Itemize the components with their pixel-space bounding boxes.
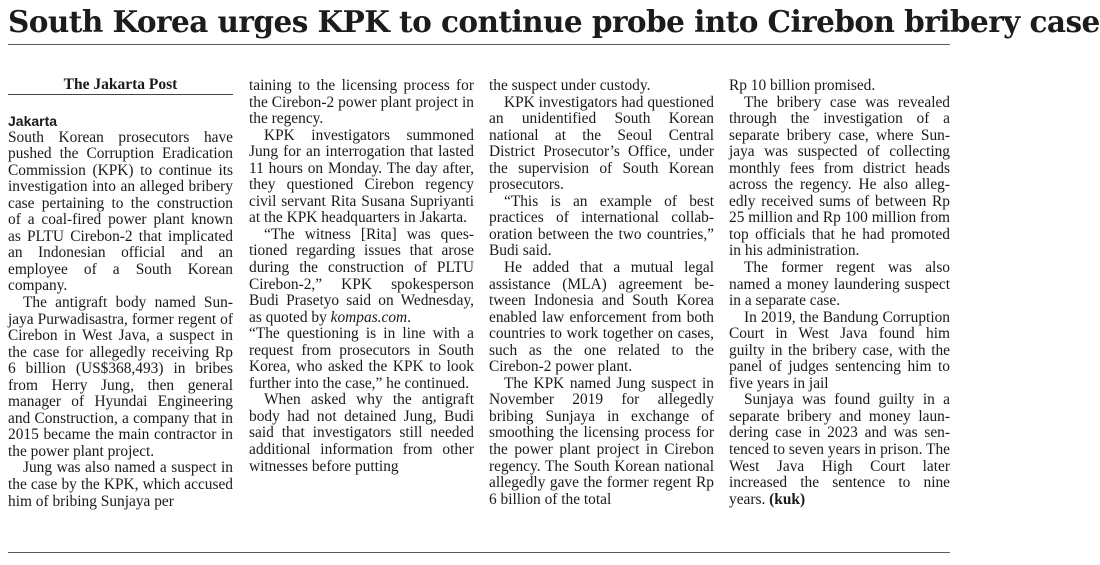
paragraph: “The questioning is in line with a request from prosecutors in South Korea, who asked the KPK to look further into the case,” he continued. bbox=[249, 325, 474, 392]
article-column-1 bbox=[8, 94, 233, 510]
paragraph: Jung was also named a suspect in the case by the KPK, which accused him of bribing Sunjaya per bbox=[8, 459, 233, 510]
paragraph-text: “The witness [Rita] was questioned regarding issues that arose during the construction of PLTU Cirebon-2,” KPK spokesperson Budi Prasetyo said on Wednesday, as quoted by bbox=[249, 225, 474, 326]
paragraph: the suspect under custody. bbox=[489, 77, 651, 94]
headline-rule bbox=[8, 44, 950, 45]
paragraph: South Korean prosecutors have pushed the Corruption Eradication Commission (KPK) to continue its investigation into an alleged bribery case pertaining to the construction of a coal-fired power plant known as PLTU Cirebon-2 that implicated an Indonesian official and an employee of a South Korean company. bbox=[8, 128, 233, 295]
footer-rule bbox=[8, 552, 950, 553]
paragraph: “This is an example of best practices of international collaboration between the two countries,” Budi said. bbox=[489, 192, 714, 260]
paragraph: The bribery case was revealed through the investigation of a separate bribery case, where Sunjaya was suspected of collecting monthly fees from district heads across the regency. He also allegedly received sums of between Rp 25 million and Rp 100 million from top officials that he had promoted in his administration. bbox=[729, 93, 950, 260]
paragraph: When asked why the antigraft body had not detained Jung, Budi said that investigators still needed additional information from other witnesses before putting bbox=[249, 391, 474, 475]
paragraph: The former regent was also named a money laundering suspect in a separate case. bbox=[729, 259, 950, 310]
paragraph-text: . bbox=[407, 308, 412, 326]
article-headline: South Korea urges KPK to continue probe into Cirebon bribery case bbox=[8, 4, 1100, 39]
source-label: The Jakarta Post bbox=[63, 76, 178, 93]
dateline: Jakarta bbox=[8, 113, 58, 129]
article-column-4 bbox=[729, 78, 950, 508]
paragraph: KPK investigators had questioned an unidentified South Korean national at the Seoul Central District Prosecutor’s Office, under the supervision of South Korean prosecutors. bbox=[489, 93, 714, 194]
article-column-3 bbox=[489, 78, 714, 508]
article-column-2 bbox=[249, 78, 474, 475]
paragraph: He added that a mutual legal assistance (MLA) agreement between Indonesia and South Korea enabled law enforcement from both countries to work together on cases, such as the one related to the Cirebon-2 power plant. bbox=[489, 259, 714, 376]
paragraph: The antigraft body named Sunjaya Purwadisastra, former regent of Cirebon in West Java, a suspect in the case for allegedly receiving Rp 6 billion (US$368,493) in bribes from Herry Jung, then general manager of Hyundai Engineering and Construction, a company that in 2015 became the main contractor in the power plant project. bbox=[8, 294, 233, 460]
paragraph: Rp 10 billion promised. bbox=[729, 77, 876, 94]
paragraph bbox=[249, 227, 474, 326]
paragraph-text: Sunjaya was found guilty in a separate bribery and money laundering case in 2023 and was sentenced to seven years in prison. The West Java High Court later increased the sentence to nine years. bbox=[729, 391, 950, 508]
paragraph: In 2019, the Bandung Corruption Court in West Java found him guilty in the bribery case, with the panel of judges sentencing him to five years in jail bbox=[729, 308, 950, 392]
paragraph: taining to the licensing process for the Cirebon-2 power plant project in the regency. bbox=[249, 77, 474, 128]
source-citation: kompas.com bbox=[330, 308, 408, 326]
byline: (kuk) bbox=[769, 490, 806, 508]
paragraph bbox=[729, 392, 950, 508]
paragraph: KPK investigators summoned Jung for an interrogation that lasted 11 hours on Monday. The day after, they questioned Cirebon regency civil servant Rita Susana Supriyanti at the KPK headquarters in Jakarta. bbox=[249, 126, 474, 227]
paragraph: The KPK named Jung suspect in November 2019 for allegedly bribing Sunjaya in exchange of smoothing the licensing process for the power plant project in Cirebon regency. The South Korean national allegedly gave the former regent Rp 6 billion of the total bbox=[489, 374, 714, 508]
